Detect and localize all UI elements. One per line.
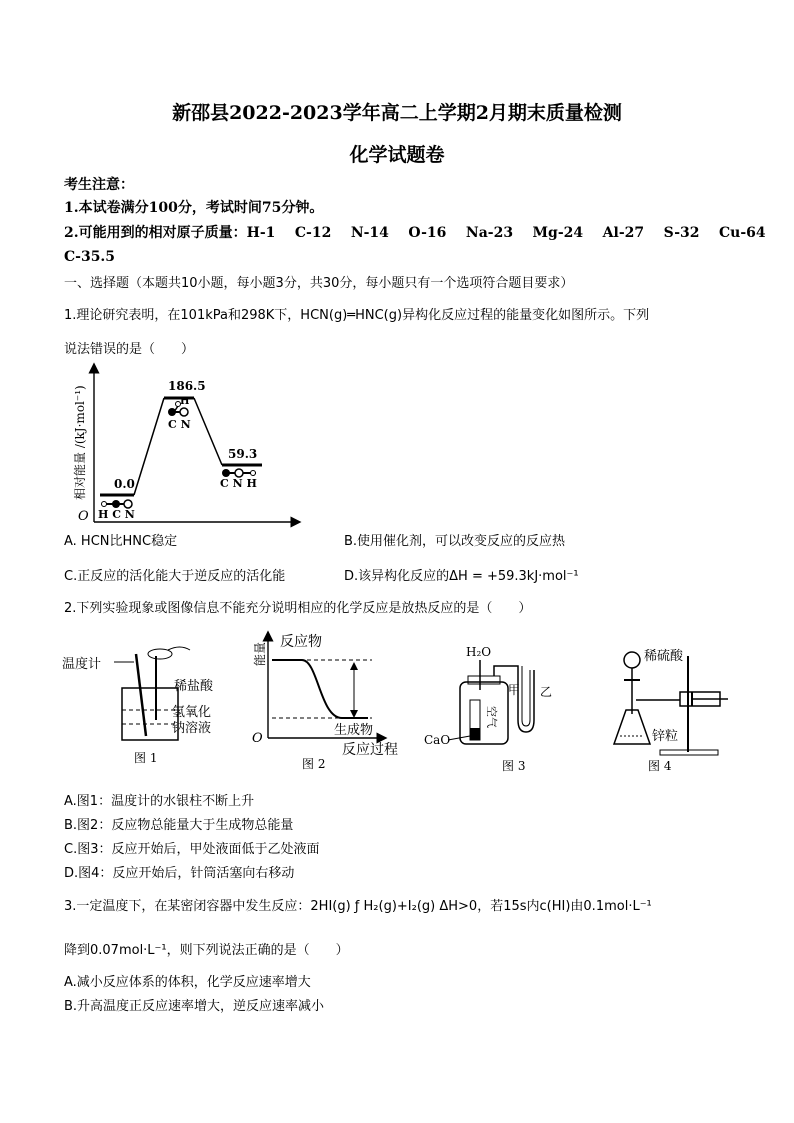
fig3-caption: 图 3	[502, 759, 526, 773]
fig2-product-label: 生成物	[334, 723, 374, 738]
q3-stem-line1: 3.一定温度下，在某密闭容器中发生反应：2HI(g) ƒ H₂(g)+I₂(g) ΔH>0，若15s内c(HI)由0.1mol·L⁻¹	[64, 899, 652, 914]
fig3-jia-label: 甲	[508, 683, 521, 697]
fig1-naoh-label-1: 氢氧化	[172, 705, 212, 720]
funnel-icon	[624, 652, 640, 668]
fig1-acid-label: 稀盐酸	[174, 679, 214, 694]
fig2-origin: O	[252, 731, 263, 746]
atoms-start: H C N	[98, 508, 135, 521]
notice-item-2: 2.可能用到的相对原子质量：H-1 C-12 N-14 O-16 Na-23 Mg-24 Al-27 S-32 Cu-64	[64, 225, 766, 241]
q1-energy-diagram	[64, 360, 304, 530]
notice-item-1: 1.本试卷满分100分，考试时间75分钟。	[64, 200, 324, 216]
section-heading: 一、选择题（本题共10小题，每小题3分，共30分，每小题只有一个选项符合题目要求）	[64, 276, 574, 291]
fig1-naoh-label-2: 钠溶液	[172, 721, 212, 736]
beaker	[122, 688, 178, 740]
y-axis-label: 相对能量 /(kJ·mol⁻¹)	[73, 385, 87, 500]
q2-figure-4	[600, 640, 750, 780]
value-end: 59.3	[228, 447, 258, 461]
value-ts: 186.5	[168, 379, 206, 393]
q1-option-b: B.使用催化剂，可以改变反应的反应热	[344, 534, 566, 549]
fig2-ylabel: 能量	[253, 641, 267, 666]
origin-label: O	[78, 509, 89, 524]
q1-option-d: D.该异构化反应的ΔH = +59.3kJ·mol⁻¹	[344, 569, 579, 584]
fig2-caption: 图 2	[302, 757, 326, 770]
q2-stem: 2.下列实验现象或图像信息不能充分说明相应的化学反应是放热反应的是（ ）	[64, 601, 532, 616]
q3-option-b: B.升高温度正反应速率增大，逆反应速率减小	[64, 999, 325, 1014]
fig4-zinc-label: 锌粒	[652, 729, 679, 744]
q2-option-d: D.图4：反应开始后，针筒活塞向右移动	[64, 866, 295, 881]
fig3-air-label: 空气	[485, 706, 498, 728]
q3-option-a: A.减小反应体系的体积，化学反应速率增大	[64, 975, 311, 990]
q2-option-c: C.图3：反应开始后，甲处液面低于乙处液面	[64, 842, 320, 857]
molecule-end-icon	[222, 469, 256, 477]
exam-subtitle: 化学试题卷	[349, 144, 445, 166]
conical-flask	[614, 710, 650, 744]
fig2-reactant-label: 反应物	[280, 634, 322, 650]
molecule-start-icon	[102, 500, 133, 508]
notice-item-2-cont: C-35.5	[64, 249, 116, 265]
atoms-ts-top: H	[180, 396, 190, 407]
fig4-acid-label: 稀硫酸	[644, 649, 684, 664]
fig2-xlabel: 反应过程	[342, 742, 398, 758]
exam-title: 新邵县2022-2023学年高二上学期2月期末质量检测	[172, 102, 622, 124]
q2-figure-2	[250, 630, 410, 770]
atoms-end: C N H	[220, 477, 257, 490]
q1-stem-line1: 1.理论研究表明，在101kPa和298K下，HCN(g)═HNC(g)异构化反应过程的能量变化如图所示。下列	[64, 308, 650, 323]
q2-option-a: A.图1：温度计的水银柱不断上升	[64, 794, 255, 809]
q1-option-a: A. HCN比HNC稳定	[64, 534, 178, 549]
fig3-cao-label: CaO	[424, 733, 451, 747]
q3-stem-line2: 降到0.07mol·L⁻¹，则下列说法正确的是（ ）	[64, 943, 349, 958]
fig1-thermometer-label: 温度计	[62, 657, 102, 672]
notice-heading: 考生注意：	[64, 177, 134, 193]
q1-stem-line2: 说法错误的是（ ）	[64, 342, 195, 357]
fig4-caption: 图 4	[648, 759, 672, 773]
fig3-yi-label: 乙	[540, 685, 553, 699]
flask	[460, 682, 508, 744]
value-start: 0.0	[114, 477, 135, 491]
q2-option-b: B.图2：反应物总能量大于生成物总能量	[64, 818, 294, 833]
atoms-ts: C N	[168, 418, 191, 431]
fig1-caption: 图 1	[134, 751, 158, 765]
fig3-water-label: H₂O	[466, 645, 492, 659]
q1-option-c: C.正反应的活化能大于逆反应的活化能	[64, 569, 286, 584]
q2-figure-3	[422, 640, 572, 780]
q2-figure-1	[60, 640, 230, 770]
